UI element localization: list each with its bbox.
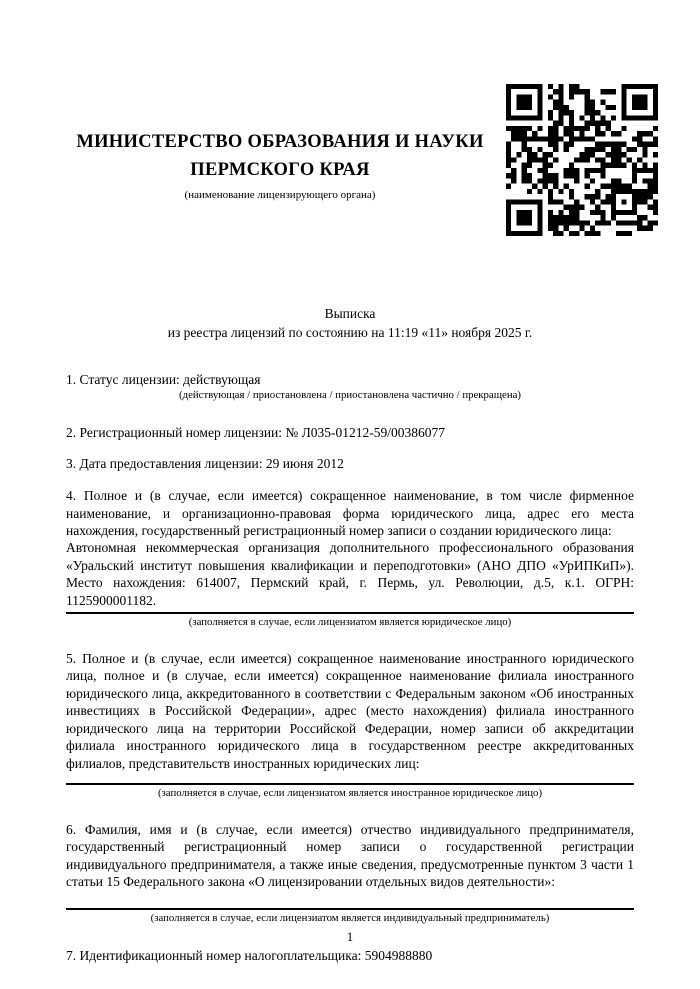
item-2-registration-number: 2. Регистрационный номер лицензии: № Л035-01212-59/00386077 (66, 425, 446, 441)
ministry-caption: (наименование лицензирующего органа) (184, 189, 376, 201)
licensing-authority-block (64, 128, 496, 203)
document-title: Выписка (324, 306, 376, 321)
item-6-caption: (заполняется в случае, если лицензиатом является индивидуальный предприниматель) (150, 911, 550, 924)
page-number: 1 (346, 930, 354, 944)
item-4-caption: (заполняется в случае, если лицензиатом является юридическое лицо) (188, 616, 512, 629)
ministry-name-line2: ПЕРМСКОГО КРАЯ (190, 160, 370, 180)
qr-code-icon (506, 84, 658, 236)
document-header (0, 0, 700, 245)
item-5-caption: (заполняется в случае, если лицензиатом является иностранное юридическое лицо) (157, 786, 543, 799)
item-1-caption: (действующая / приостановлена / приостановлена частично / прекращена) (179, 389, 521, 402)
item-6-entrepreneur-question: 6. Фамилия, имя и (в случае, если имеется) отчество индивидуального предпринимателя, государственный регистрационный номер записи о государственной регистрации индивидуального предпринимателя, а также иные сведения, предусмотренные пунктом 3 части 1 статьи 15 Федерального закона «О лицензировании отдельных видов деятельности»: (66, 821, 634, 890)
item-4-legal-entity-value: Автономная некоммерческая организация дополнительного профессионального образования «Уральский институт повышения квалификации и переподготовки» (АНО ДПО «УрИПКиП»). Место нахождения: 614007, Пермский край, г. Пермь, ул. Революции, д.5, к.1. ОГРН: 1125900001182. (66, 540, 634, 608)
document-subtitle: из реестра лицензий по состоянию на 11:19 «11» ноября 2025 г. (167, 325, 533, 340)
document-title-block (66, 304, 634, 342)
item-4-legal-entity-question: 4. Полное и (в случае, если имеется) сокращенное наименование, в том числе фирменное наименование, и организационно-правовая форма юридического лица, адрес его места нахождения, государственный регистрационный номер записи о создании юридического лица: (66, 488, 634, 539)
item-3-license-grant-date: 3. Дата предоставления лицензии: 29 июня 2012 (66, 455, 344, 471)
item-5-foreign-entity-question: 5. Полное и (в случае, если имеется) сокращенное наименование иностранного юридического лица, полное и (в случае, если имеется) сокращенное наименование филиала иностранного юридического лица, аккредитованного в соответствии с Федеральным законом «Об иностранных инвестициях в Российской Федерации», адрес (место нахождения) филиала иностранного юридического лица на территории Российской Федерации, номер записи об аккредитации филиала иностранного юридического лица в государственном реестре аккредитованных филиалов, представительств иностранных юридических лиц: (66, 651, 634, 771)
fill-line (66, 612, 634, 614)
item-1-license-status: 1. Статус лицензии: действующая (66, 372, 261, 387)
item-7-taxpayer-id: 7. Идентификационный номер налогоплательщика: 5904988880 (66, 947, 433, 963)
fill-line (66, 908, 634, 910)
ministry-name-line1: МИНИСТЕРСТВО ОБРАЗОВАНИЯ И НАУКИ (76, 132, 484, 152)
fill-line (66, 783, 634, 785)
